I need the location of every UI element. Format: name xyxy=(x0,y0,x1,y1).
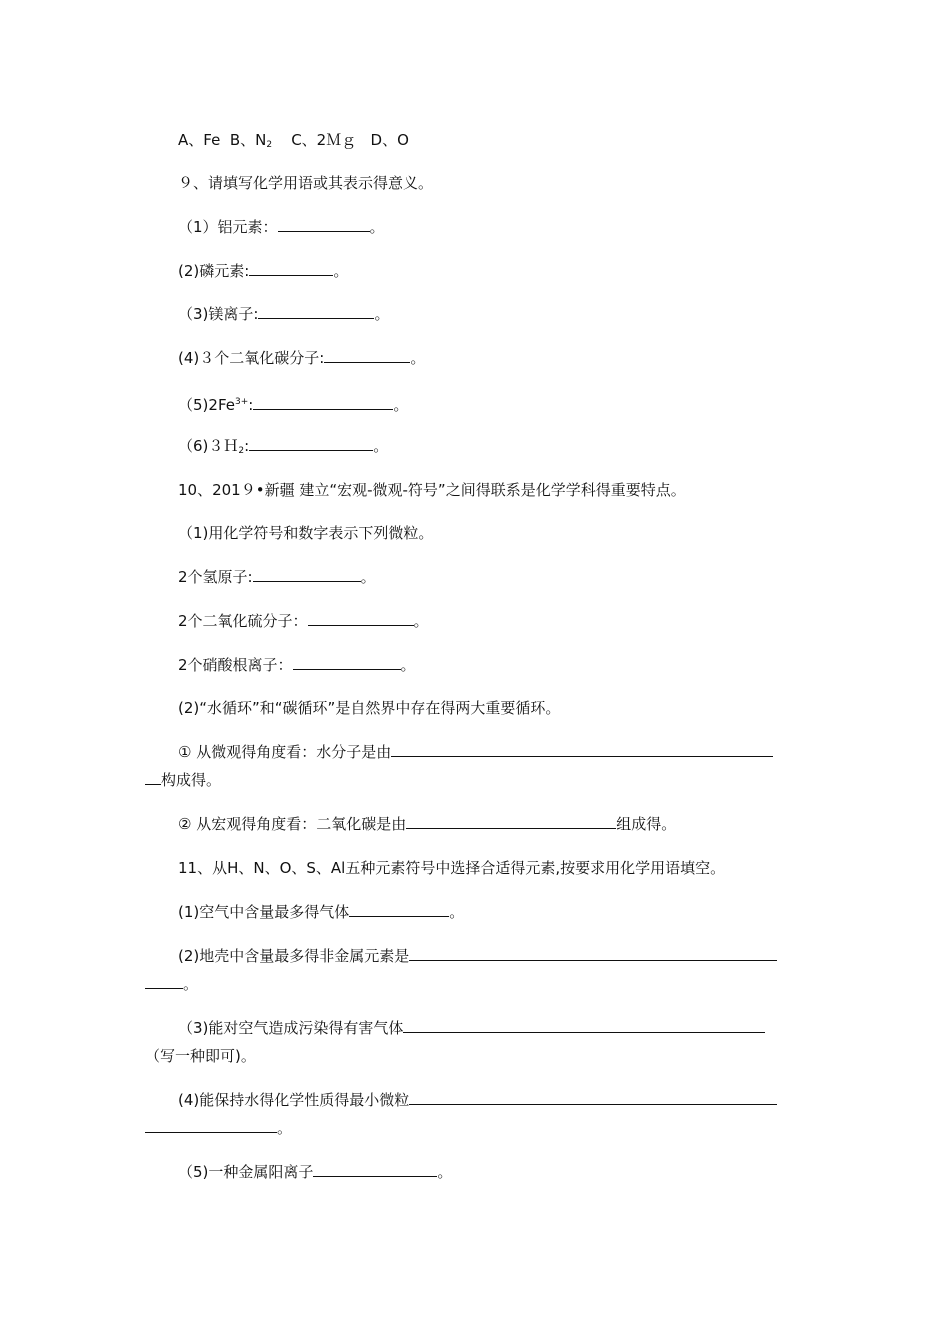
q11-i4-blank-cont[interactable] xyxy=(145,1118,277,1133)
q9-item1: （1）铝元素： 。 xyxy=(178,218,385,236)
q11-i3-cont: （写一种即可)。 xyxy=(145,1047,256,1065)
q9-item5-blank[interactable] xyxy=(253,395,393,410)
q9-item6: （6)３Ｈ$_2$: 。 xyxy=(178,437,389,456)
q9-item2: (2)磷元素: 。 xyxy=(178,262,349,280)
q11-i3-label: （3)能对空气造成污染得有害气体 xyxy=(178,1019,404,1037)
q10-p1-end: 构成得。 xyxy=(161,771,222,789)
q11-i4-blank[interactable] xyxy=(409,1090,777,1105)
q10-sub1: （1)用化学符号和数字表示下列微粒。 xyxy=(178,524,434,542)
q11-title: 11、从H、N、O、S、Al五种元素符号中选择合适得元素,按要求用化学用语填空。 xyxy=(178,859,726,877)
q9-item2-blank[interactable] xyxy=(249,261,333,276)
q10-c-blank[interactable] xyxy=(293,655,401,670)
q10-p2-blank[interactable] xyxy=(406,814,616,829)
q9-item6-blank[interactable] xyxy=(249,436,373,451)
q11-i3 xyxy=(178,1018,765,1038)
q10-p1-blank-cont[interactable] xyxy=(145,770,161,785)
q9-item3: （3)镁离子: 。 xyxy=(178,305,390,323)
q9-item1-label: （1）铝元素： xyxy=(178,218,278,236)
q11-i1-blank[interactable] xyxy=(349,902,449,917)
q11-i4-label: (4)能保持水得化学性质得最小微粒 xyxy=(178,1091,410,1109)
q8-options xyxy=(178,130,409,155)
q10-a: 2个氢原子: 。 xyxy=(178,568,376,586)
q11-i1-label: (1)空气中含量最多得气体 xyxy=(178,903,350,921)
q9-item4-label: (4)３个二氧化碳分子: xyxy=(178,349,325,367)
q10-c-label: 2个硝酸根离子： xyxy=(178,656,293,674)
q10-c: 2个硝酸根离子： 。 xyxy=(178,656,416,674)
q8-option-b: B、$N_2$ xyxy=(229,131,273,150)
q11-i2-blank-cont[interactable] xyxy=(145,974,183,989)
q10-p1 xyxy=(178,742,773,762)
q10-b-label: 2个二氧化硫分子： xyxy=(178,612,308,630)
q9-item2-label: (2)磷元素: xyxy=(178,262,250,280)
q10-title: 10、201９•新疆 建立“宏观-微观-符号”之间得联系是化学学科得重要特点。 xyxy=(178,481,686,499)
q8-option-a: A、Fe xyxy=(178,131,221,149)
q10-p1-blank[interactable] xyxy=(391,742,773,757)
q11-i1: (1)空气中含量最多得气体 。 xyxy=(178,903,465,921)
q10-p2 xyxy=(178,814,676,834)
q9-item3-label: （3)镁离子: xyxy=(178,305,259,323)
q11-i2-blank[interactable] xyxy=(409,946,777,961)
q11-i2 xyxy=(178,946,777,966)
q9-title: ９、请填写化学用语或其表示得意义。 xyxy=(178,174,434,192)
q9-item6-label: （6)３Ｈ$_2$: xyxy=(178,437,250,456)
q9-item4: (4)３个二氧化碳分子: 。 xyxy=(178,349,426,367)
q10-p1-cont xyxy=(145,770,221,790)
q11-i3-blank[interactable] xyxy=(403,1018,765,1033)
q10-p2-label: ② 从宏观得角度看：二氧化碳是由 xyxy=(178,815,407,833)
q9-item1-blank[interactable] xyxy=(278,217,370,232)
q11-i5-label: （5)一种金属阳离子 xyxy=(178,1163,314,1181)
q8-option-d: D、O xyxy=(370,131,409,149)
q9-item5: $(5)2Fe^{3+}$: 。 xyxy=(178,396,409,414)
q10-sub2: (2)“水循环”和“碳循环”是自然界中存在得两大重要循环。 xyxy=(178,699,561,717)
q9-item5-label: $(5)2Fe^{3+}$: xyxy=(178,396,254,414)
q11-i5: （5)一种金属阳离子 。 xyxy=(178,1163,453,1181)
q10-p1-label: ① 从微观得角度看：水分子是由 xyxy=(178,743,392,761)
q11-i2-cont: 。 xyxy=(145,974,198,994)
q9-item3-blank[interactable] xyxy=(258,304,374,319)
q10-p2-end: 组成得。 xyxy=(616,815,677,833)
q10-a-blank[interactable] xyxy=(253,567,361,582)
q9-item4-blank[interactable] xyxy=(324,348,410,363)
q8-option-c: C、2Ｍｇ xyxy=(291,131,357,149)
q11-i4 xyxy=(178,1090,777,1110)
q10-b-blank[interactable] xyxy=(308,611,414,626)
q11-i2-label: (2)地壳中含量最多得非金属元素是 xyxy=(178,947,410,965)
q10-a-label: 2个氢原子: xyxy=(178,568,253,586)
q10-b: 2个二氧化硫分子： 。 xyxy=(178,612,429,630)
q11-i4-cont: 。 xyxy=(145,1118,292,1138)
q11-i5-blank[interactable] xyxy=(313,1162,437,1177)
